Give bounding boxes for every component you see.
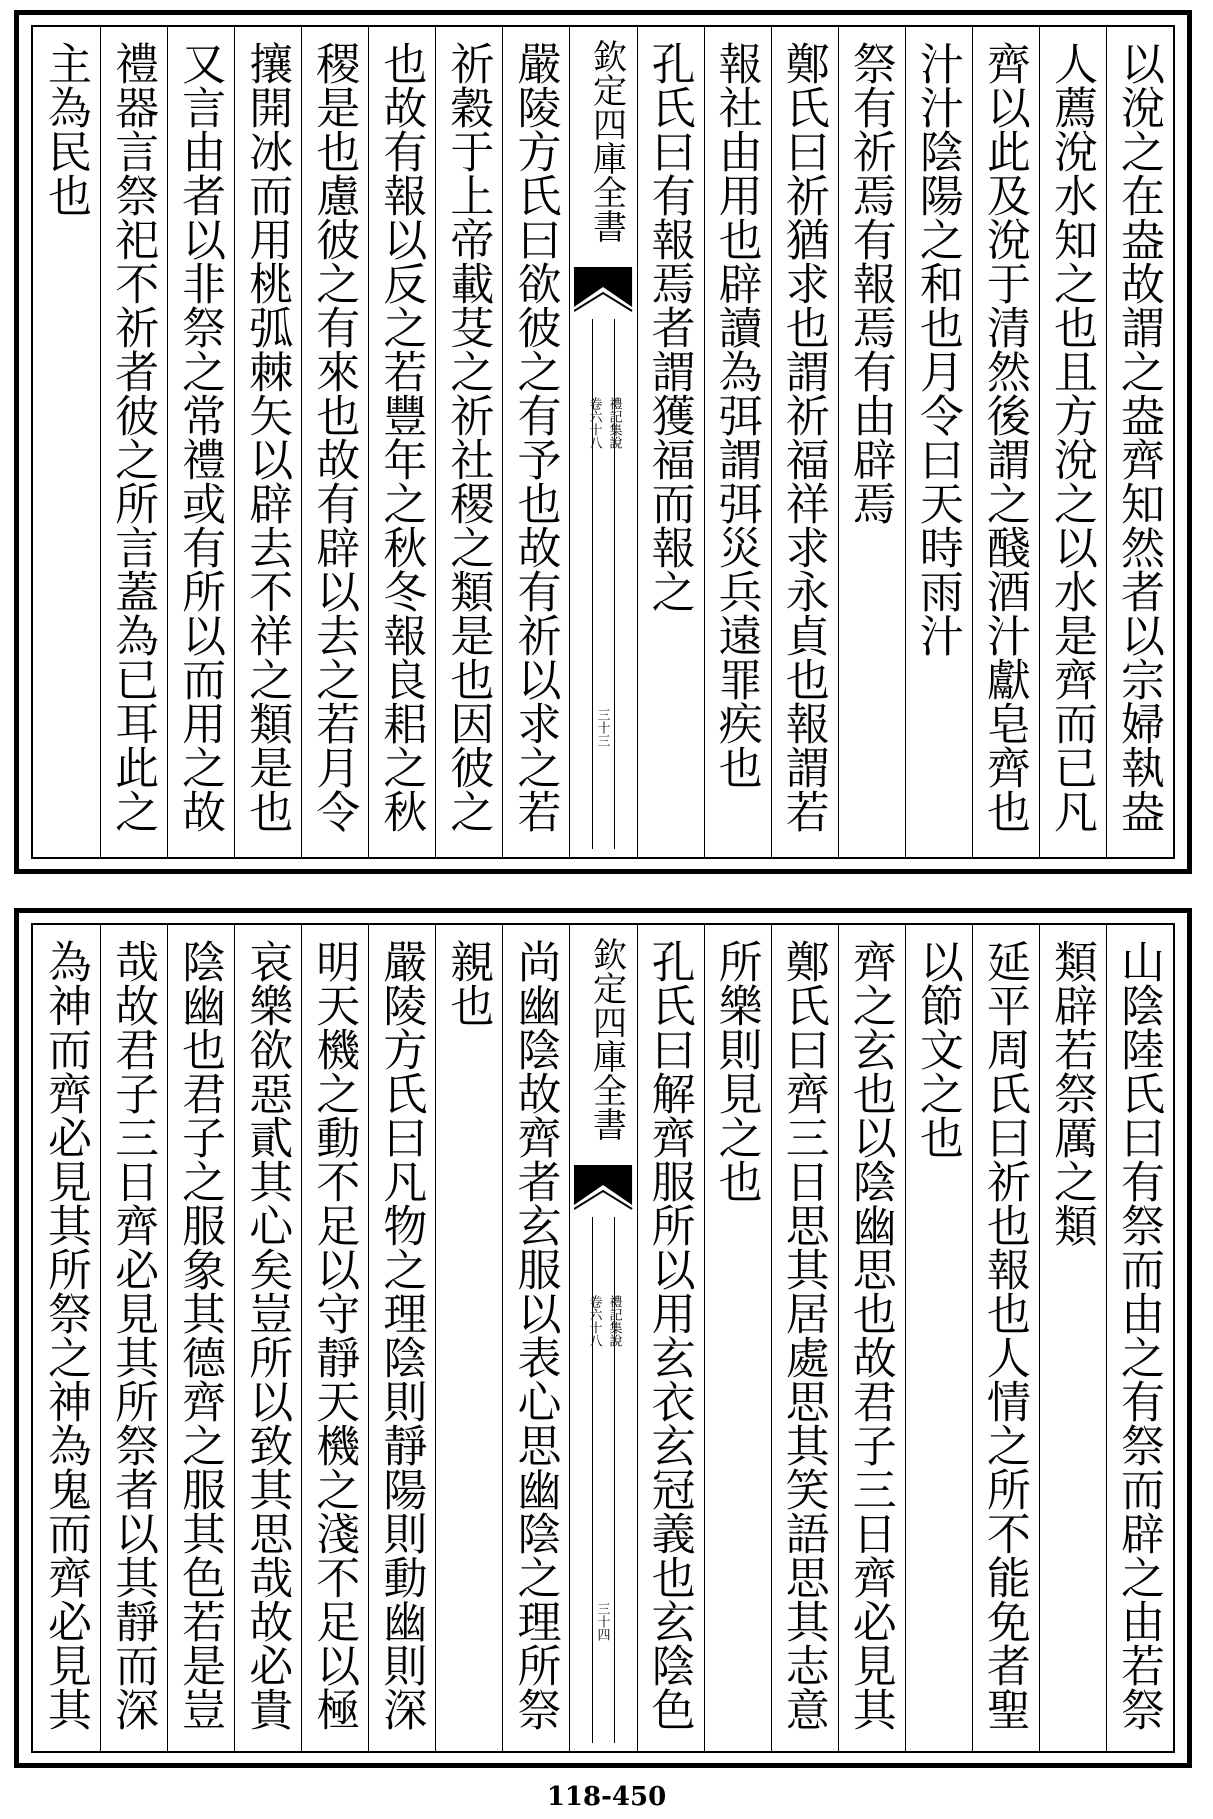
text-column: 尚幽陰故齊者玄服以表心思幽陰之理所祭 xyxy=(502,925,569,1751)
text-column: 稷是也慮彼之有來也故有辟以去之若月令 xyxy=(301,27,368,857)
volume-number: 卷六十八 xyxy=(586,1295,602,1347)
text-column: 齊以此及涗于清然後謂之醆酒汁獻皂齊也 xyxy=(972,27,1039,857)
page-number: 118-450 xyxy=(546,1782,667,1812)
text-column: 明天機之動不足以守靜天機之淺不足以極 xyxy=(301,925,368,1751)
page-bottom xyxy=(14,908,1192,1768)
text-column: 嚴陵方氏曰凡物之理陰則靜陽則動幽則深 xyxy=(368,925,435,1751)
text-column: 齊之玄也以陰幽思也故君子三日齊必見其 xyxy=(838,925,905,1751)
fish-tail-ornament xyxy=(574,267,632,317)
text-column: 也故有報以反之若豐年之秋冬報良耜之秋 xyxy=(368,27,435,857)
text-column: 主為民也 xyxy=(40,41,91,217)
text-column: 汁汁陰陽之和也月令曰天時雨汁 xyxy=(905,27,972,857)
fish-tail-ornament xyxy=(574,1165,632,1215)
text-column: 又言由者以非祭之常禮或有所以而用之故 xyxy=(167,27,234,857)
text-columns xyxy=(33,925,1173,1751)
text-column: 報社由用也辟讀為弭謂弭災兵遠罪疾也 xyxy=(704,27,771,857)
text-column: 嚴陵方氏曰欲彼之有予也故有祈以求之若 xyxy=(502,27,569,857)
text-column: 祈穀于上帝載芟之祈社稷之類是也因彼之 xyxy=(435,27,502,857)
text-column: 禮器言祭祀不祈者彼之所言蓋為已耳此之 xyxy=(100,27,167,857)
text-columns xyxy=(33,27,1173,857)
text-column: 以涗之在盎故謂之盎齊知然者以宗婦執盎 xyxy=(1106,27,1173,857)
text-column: 人薦涗水知之也且方涗之以水是齊而已凡 xyxy=(1039,27,1106,857)
text-column: 陰幽也君子之服象其德齊之服其色若是豈 xyxy=(167,925,234,1751)
text-column: 以節文之也 xyxy=(905,925,972,1751)
text-column: 山陰陸氏曰有祭而由之有祭而辟之由若祭 xyxy=(1106,925,1173,1751)
text-column: 為神而齊必見其所祭之神為鬼而齊必見其 xyxy=(40,939,91,1731)
text-column: 攘開冰而用桃弧棘矢以辟去不祥之類是也 xyxy=(234,27,301,857)
folio-number: 三十三 xyxy=(594,708,610,747)
text-column: 親也 xyxy=(435,925,502,1751)
text-column: 鄭氏曰齊三日思其居處思其笑語思其志意 xyxy=(771,925,838,1751)
text-column: 孔氏曰解齊服所以用玄衣玄冠義也玄陰色 xyxy=(637,925,704,1751)
book-title: 欽定四庫全書 xyxy=(586,39,627,243)
center-fold xyxy=(569,925,636,1751)
book-subtitle: 禮記集說 xyxy=(606,397,622,449)
page-frame xyxy=(31,25,1175,859)
folio-number: 三十四 xyxy=(594,1602,610,1641)
center-fold xyxy=(569,27,636,857)
text-column: 鄭氏曰祈猶求也謂祈福祥求永貞也報謂若 xyxy=(771,27,838,857)
book-subtitle: 禮記集說 xyxy=(606,1295,622,1347)
volume-label xyxy=(570,397,636,449)
text-column: 延平周氏曰祈也報也人情之所不能免者聖 xyxy=(972,925,1039,1751)
text-column: 孔氏曰有報焉者謂獲福而報之 xyxy=(637,27,704,857)
text-column: 哀樂欲惡貳其心矣豈所以致其思哉故必貴 xyxy=(234,925,301,1751)
page-frame xyxy=(31,923,1175,1753)
text-column: 祭有祈焉有報焉有由辟焉 xyxy=(838,27,905,857)
text-column: 所樂則見之也 xyxy=(704,925,771,1751)
book-title: 欽定四庫全書 xyxy=(586,937,627,1141)
volume-number: 卷六十八 xyxy=(586,397,602,449)
page-top xyxy=(14,10,1192,874)
text-column: 類辟若祭厲之類 xyxy=(1039,925,1106,1751)
text-column: 哉故君子三日齊必見其所祭者以其靜而深 xyxy=(100,925,167,1751)
volume-label xyxy=(570,1295,636,1347)
